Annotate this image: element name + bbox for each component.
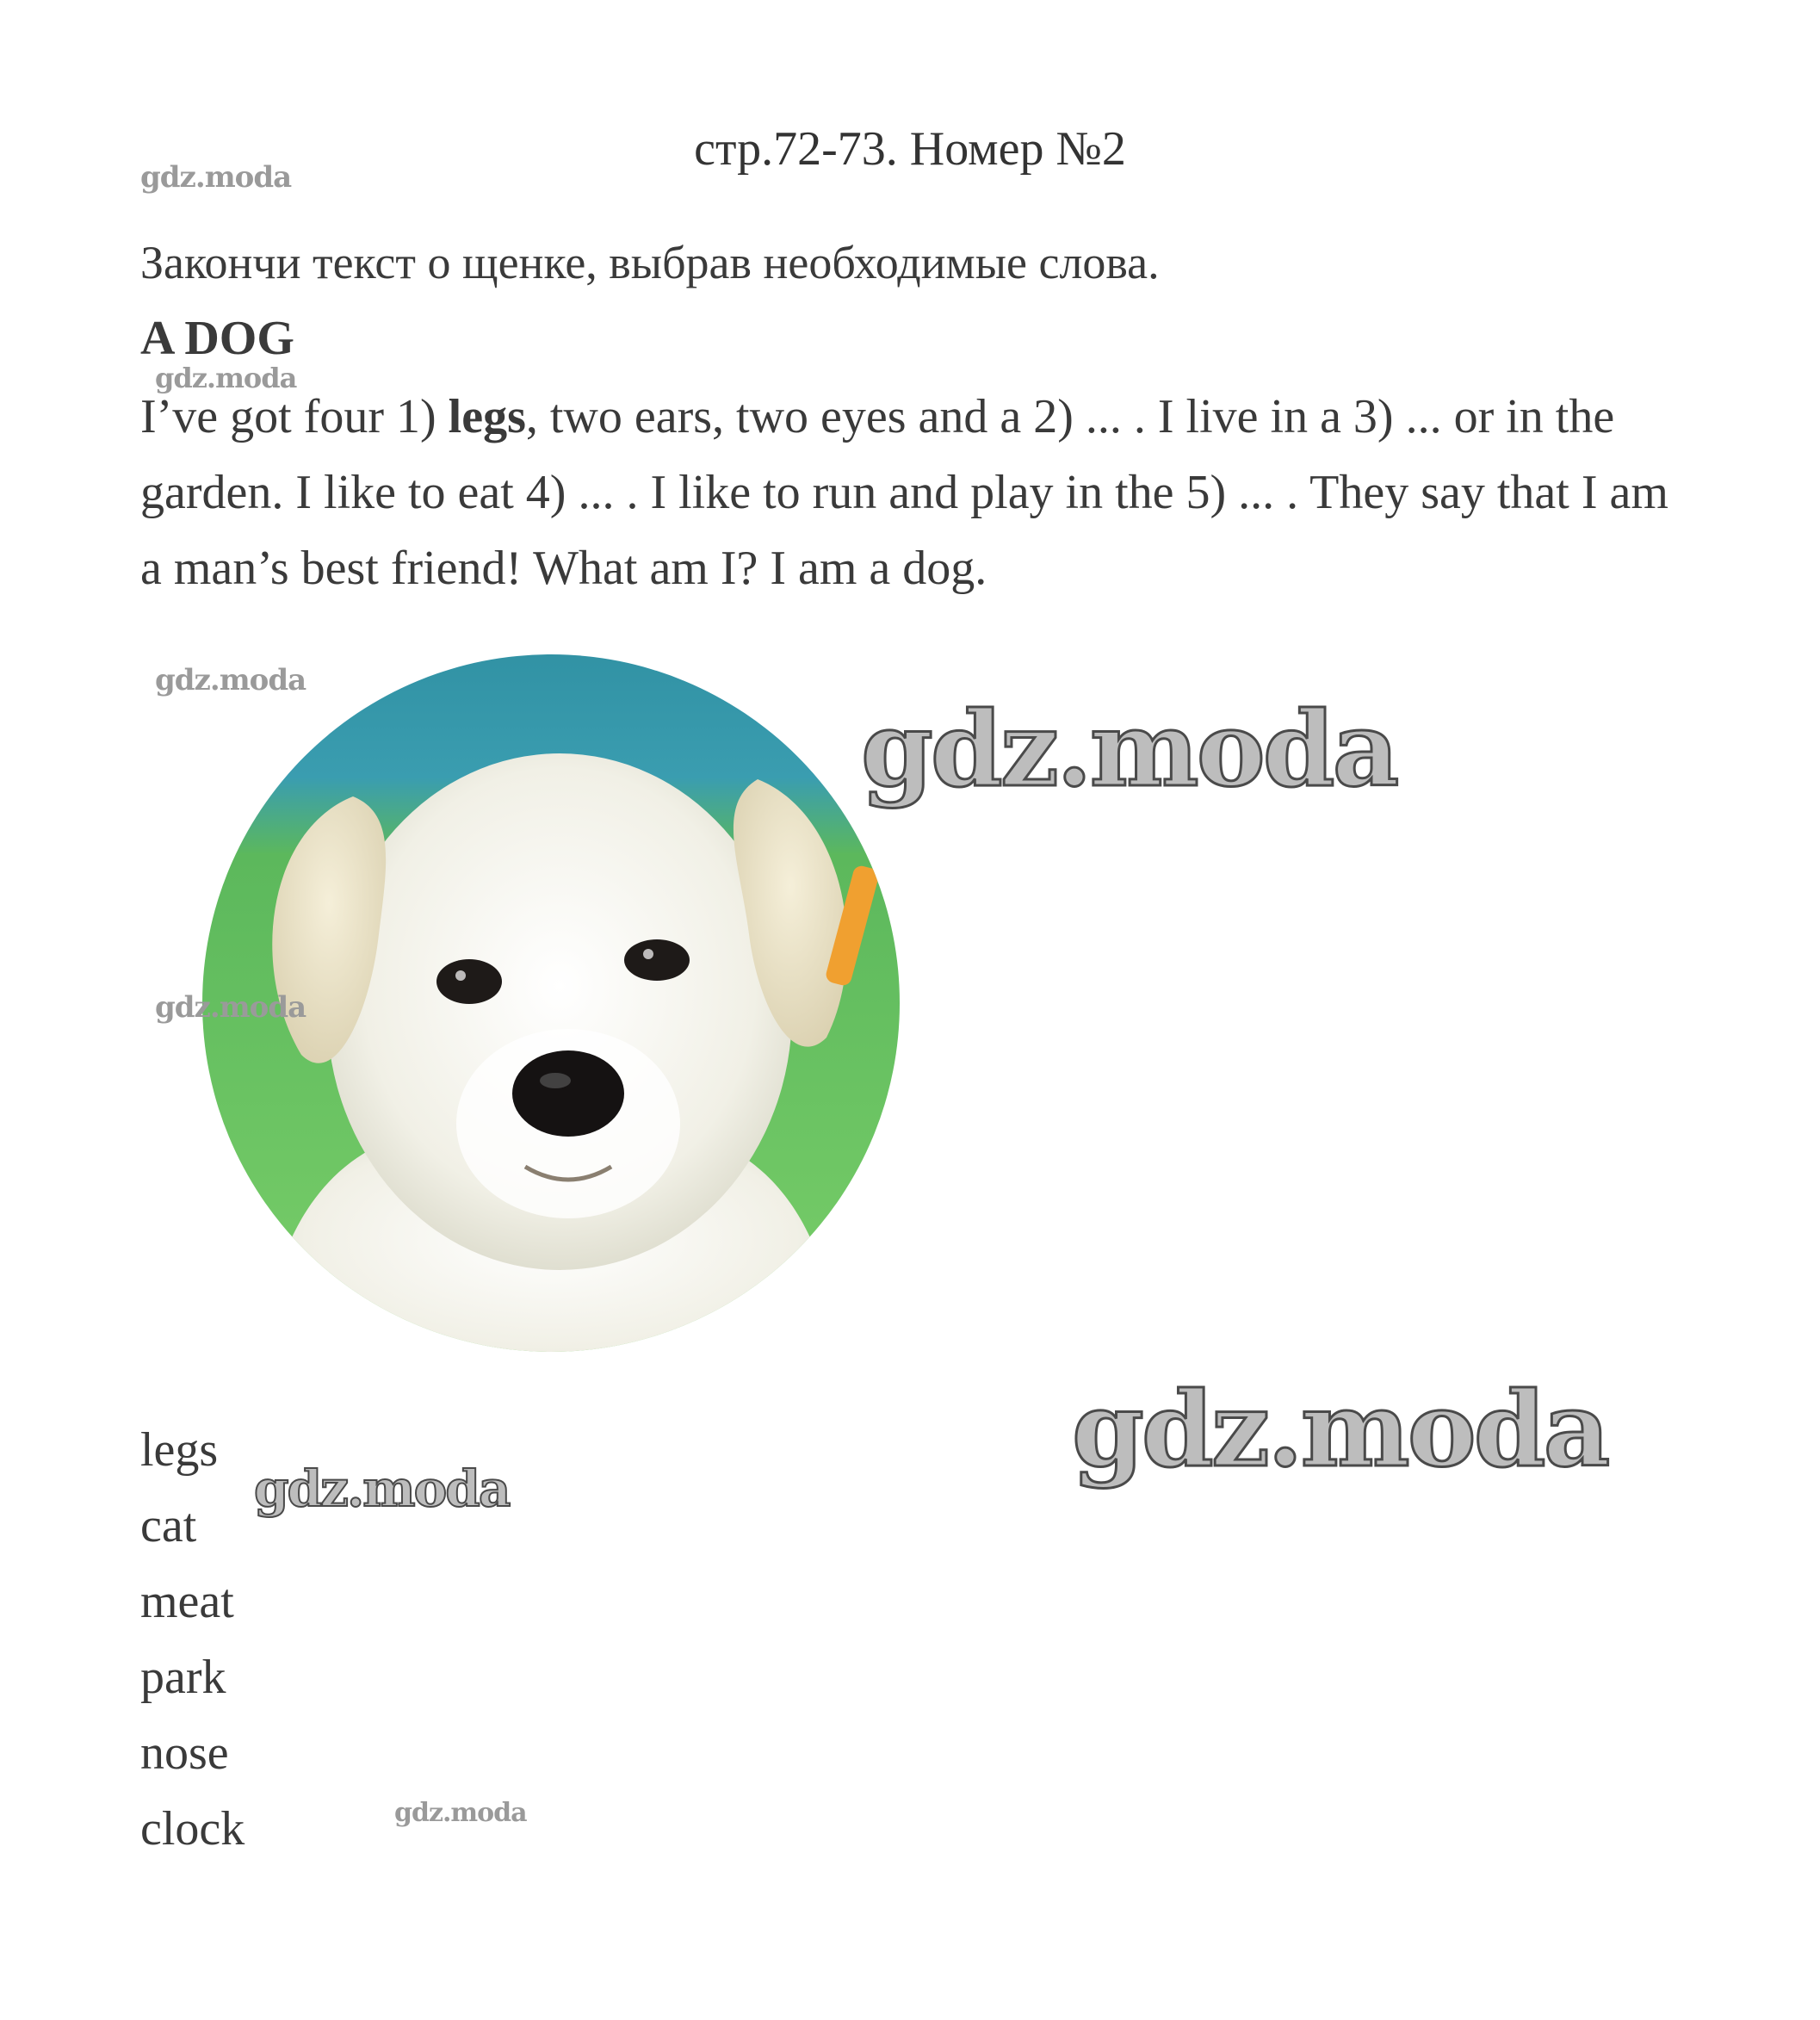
word-item: meat: [140, 1575, 234, 1628]
watermark-logo: gdz.moda: [254, 1459, 510, 1518]
word-item: nose: [140, 1726, 229, 1780]
paragraph-rest: , two ears, two eyes and a 2) ... . I live in a 3) ... or in the garden. I like to eat 4) ... . I like to run and play in the 5) ... . They say that I am a man’s best friend! What am I? I am a dog.: [140, 390, 1668, 595]
watermark-logo-large: gdz.moda: [861, 689, 1397, 810]
word-item: park: [140, 1651, 226, 1704]
answer-word: legs: [448, 390, 526, 443]
word-item: cat: [140, 1499, 197, 1552]
paragraph-start: I’ve got four 1): [140, 390, 449, 443]
word-bank: [140, 1412, 245, 1867]
story-paragraph: [140, 379, 1690, 606]
page-title: стр.72-73. Номер №2: [694, 122, 1126, 176]
watermark-logo-large: gdz.moda: [1072, 1369, 1608, 1490]
watermark-logo: gdz.moda: [155, 362, 297, 394]
watermark-logo: gdz.moda: [394, 1798, 527, 1828]
instruction-text: Закончи текст о щенке, выбрав необходимые слова.: [140, 237, 1160, 288]
watermark-logo: gdz.moda: [140, 160, 292, 195]
watermark-logo: gdz.moda: [155, 663, 306, 697]
word-item: legs: [140, 1423, 219, 1477]
watermark-logo: gdz.moda: [155, 990, 306, 1025]
text-heading: A DOG: [140, 312, 294, 365]
word-item: clock: [140, 1802, 245, 1856]
